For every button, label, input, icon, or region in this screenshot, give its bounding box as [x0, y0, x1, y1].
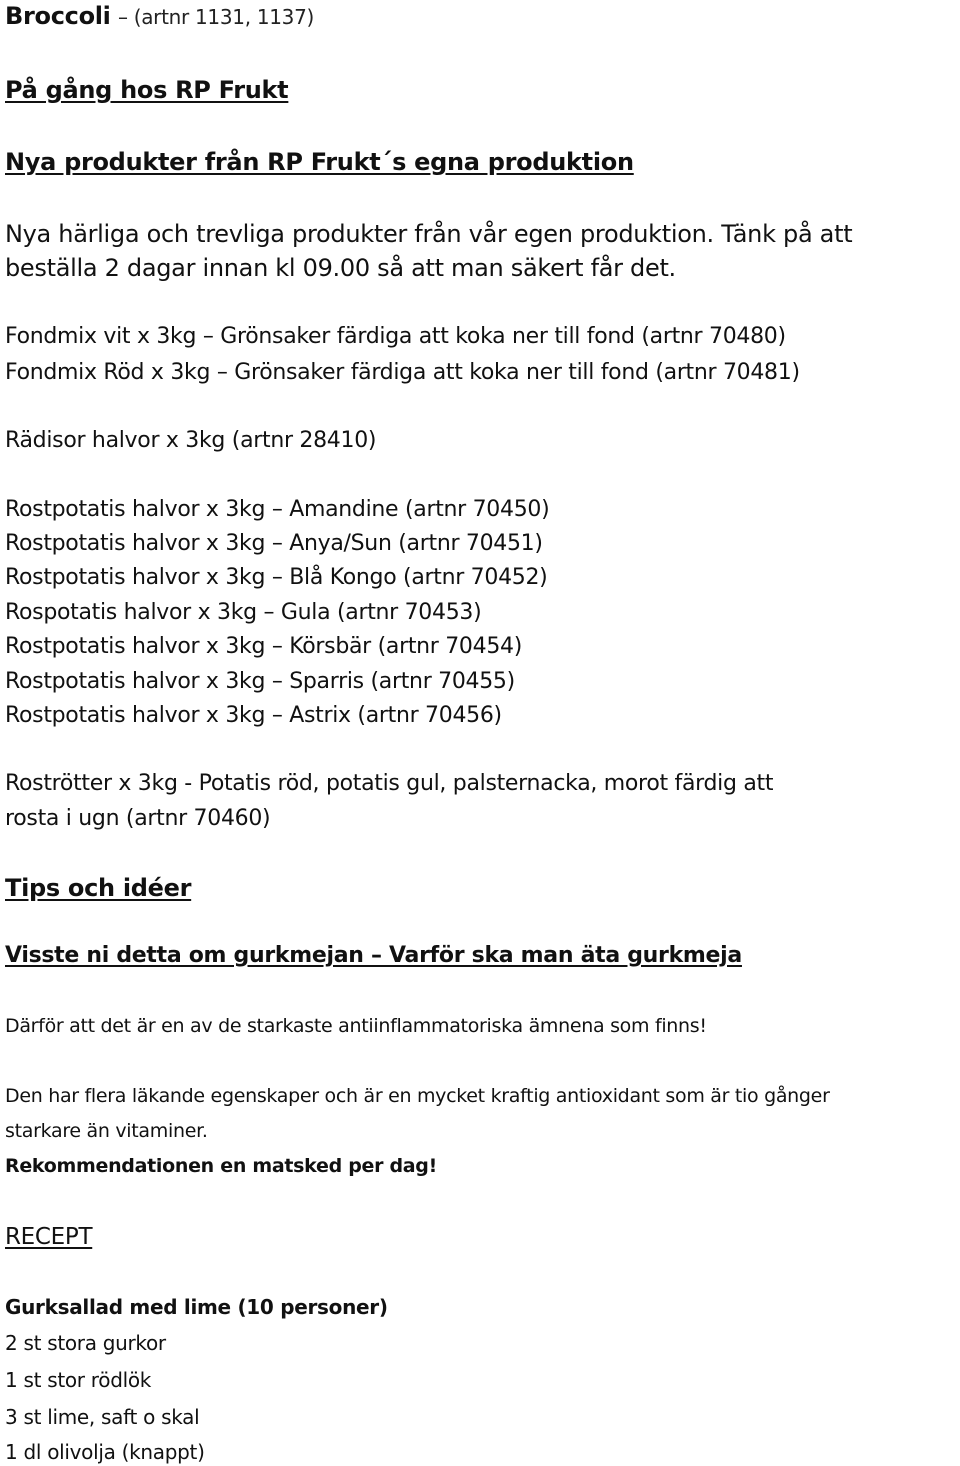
product-rostrotter-line-2: rosta i ugn (artnr 70460) [5, 806, 271, 831]
section-heading-pa-gang: På gång hos RP Frukt [5, 76, 289, 104]
header-artnr: – (artnr 1131, 1137) [117, 5, 315, 29]
gurkmeja-text-2: Den har flera läkande egenskaper och är en mycket kraftig antioxidant som är tio gånger [5, 1085, 830, 1107]
header-line [5, 2, 314, 30]
recipe-title: Gurksallad med lime (10 personer) [5, 1295, 388, 1319]
gurkmeja-text-4: Rekommendationen en matsked per dag! [5, 1155, 437, 1177]
product-fondmix-vit: Fondmix vit x 3kg – Grönsaker färdiga att koka ner till fond (artnr 70480) [5, 324, 786, 349]
product-rostpotatis-amandine: Rostpotatis halvor x 3kg – Amandine (artnr 70450) [5, 497, 550, 522]
product-rostrotter-line-1: Roströtter x 3kg - Potatis röd, potatis gul, palsternacka, morot färdig att [5, 771, 774, 796]
product-rostpotatis-anya: Rostpotatis halvor x 3kg – Anya/Sun (artnr 70451) [5, 531, 543, 556]
ingredient-gurkor: 2 st stora gurkor [5, 1331, 166, 1355]
tips-heading: Tips och idéer [5, 874, 192, 902]
product-rostpotatis-astrix: Rostpotatis halvor x 3kg – Astrix (artnr 70456) [5, 703, 502, 728]
ingredient-olivolja: 1 dl olivolja (knappt) [5, 1440, 205, 1464]
intro-line-2: beställa 2 dagar innan kl 09.00 så att man säkert får det. [5, 254, 676, 282]
ingredient-rodlok: 1 st stor rödlök [5, 1368, 152, 1392]
header-title: Broccoli [5, 2, 111, 30]
ingredient-lime: 3 st lime, saft o skal [5, 1405, 200, 1429]
product-rostpotatis-sparris: Rostpotatis halvor x 3kg – Sparris (artnr 70455) [5, 669, 515, 694]
section-heading-nya-produkter: Nya produkter från RP Frukt´s egna produktion [5, 148, 634, 176]
gurkmeja-text-1: Därför att det är en av de starkaste antiinflammatoriska ämnena som finns! [5, 1015, 707, 1037]
recept-heading: RECEPT [5, 1224, 93, 1250]
gurkmeja-heading: Visste ni detta om gurkmejan – Varför ska man äta gurkmeja [5, 943, 742, 968]
product-fondmix-rod: Fondmix Röd x 3kg – Grönsaker färdiga att koka ner till fond (artnr 70481) [5, 360, 800, 385]
product-rospotatis-gula: Rospotatis halvor x 3kg – Gula (artnr 70453) [5, 600, 482, 625]
gurkmeja-text-3: starkare än vitaminer. [5, 1120, 208, 1142]
product-rostpotatis-korsbar: Rostpotatis halvor x 3kg – Körsbär (artnr 70454) [5, 634, 522, 659]
intro-line-1: Nya härliga och trevliga produkter från vår egen produktion. Tänk på att [5, 220, 853, 248]
product-rostpotatis-bla-kongo: Rostpotatis halvor x 3kg – Blå Kongo (artnr 70452) [5, 565, 548, 590]
product-radisor: Rädisor halvor x 3kg (artnr 28410) [5, 428, 377, 453]
